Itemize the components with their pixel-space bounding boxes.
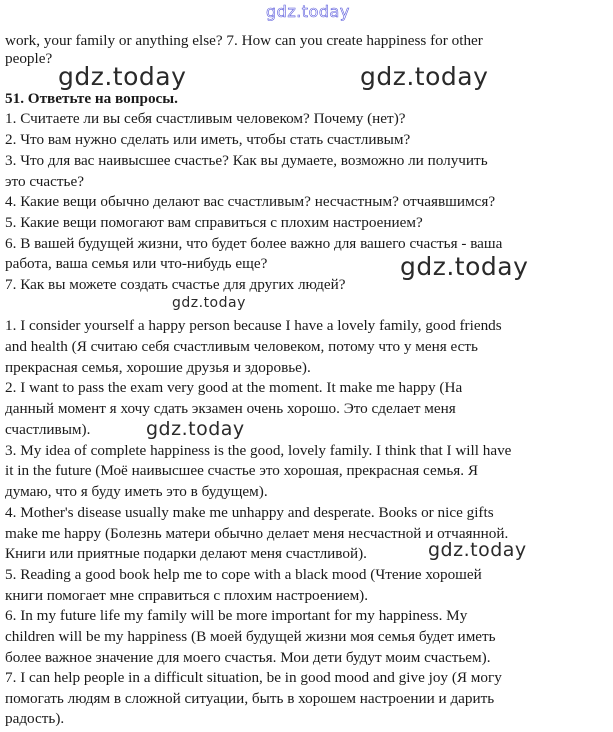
answer-line: счастливым). xyxy=(5,421,91,438)
answer-line: and health (Я считаю себя счастливым человеком, потому что у меня есть xyxy=(5,338,478,355)
section-heading: 51. Ответьте на вопросы. xyxy=(5,90,178,107)
answer-line: 1. I consider yourself a happy person because I have a lovely family, good friends xyxy=(5,317,502,334)
answer-line: помогать людям в сложной ситуации, быть в хорошем настроении и дарить xyxy=(5,690,495,707)
question-line: 5. Какие вещи помогают вам справиться с плохим настроением? xyxy=(5,214,423,231)
answer-line: радость). xyxy=(5,710,65,727)
answer-line: children will be my happiness (В моей будущей жизни моя семья будет иметь xyxy=(5,628,496,645)
text-line: work, your family or anything else? 7. How can you create happiness for other xyxy=(5,32,483,49)
text-line: people? xyxy=(5,50,53,67)
answer-line: более важное значение для моего счастья. Мои дети будут моим счастьем). xyxy=(5,649,491,666)
question-line: 6. В вашей будущей жизни, что будет более важно для вашего счастья - ваша xyxy=(5,235,503,252)
answer-line: Книги или приятные подарки делают меня счастливой). xyxy=(5,545,367,562)
answer-line: прекрасная семья, хорошие друзья и здоровье). xyxy=(5,359,311,376)
answer-line: 5. Reading a good book help me to cope with a black mood (Чтение хорошей xyxy=(5,566,482,583)
watermark: gdz.today xyxy=(360,62,489,91)
answer-line: 6. In my future life my family will be more important for my happiness. My xyxy=(5,607,468,624)
watermark-top: gdz.today xyxy=(266,2,350,21)
question-line: 2. Что вам нужно сделать или иметь, чтобы стать счастливым? xyxy=(5,131,411,148)
question-line: это счастье? xyxy=(5,173,84,190)
watermark: gdz.today xyxy=(172,295,246,311)
answer-line: it in the future (Моё наивысшее счастье это хорошая, прекрасная семья. Я xyxy=(5,462,478,479)
question-line: 4. Какие вещи обычно делают вас счастливым? несчастным? отчаявшимся? xyxy=(5,193,496,210)
answer-line: make me happy (Болезнь матери обычно делает меня несчастной и отчаянной. xyxy=(5,525,509,542)
answer-line: 2. I want to pass the exam very good at the moment. It make me happy (На xyxy=(5,379,463,396)
answer-line: 3. My idea of complete happiness is the good, lovely family. I think that I will have xyxy=(5,442,512,459)
answer-line: данный момент я хочу сдать экзамен очень хорошо. Это сделает меня xyxy=(5,400,456,417)
question-line: 1. Считаете ли вы себя счастливым человеком? Почему (нет)? xyxy=(5,110,406,127)
question-line: 7. Как вы можете создать счастье для других людей? xyxy=(5,276,346,293)
answer-line: 7. I can help people in a difficult situation, be in good mood and give joy (Я могу xyxy=(5,669,502,686)
question-line: работа, ваша семья или что-нибудь еще? xyxy=(5,255,268,272)
question-line: 3. Что для вас наивысшее счастье? Как вы думаете, возможно ли получить xyxy=(5,152,488,169)
answer-line: думаю, что я буду иметь это в будущем). xyxy=(5,483,268,500)
watermark: gdz.today xyxy=(58,62,187,91)
watermark: gdz.today xyxy=(400,252,529,281)
answer-line: книги помогает мне справиться с плохим настроением). xyxy=(5,587,369,604)
answer-line: 4. Mother's disease usually make me unhappy and desperate. Books or nice gifts xyxy=(5,504,494,521)
watermark: gdz.today xyxy=(146,418,245,440)
watermark: gdz.today xyxy=(428,539,527,561)
